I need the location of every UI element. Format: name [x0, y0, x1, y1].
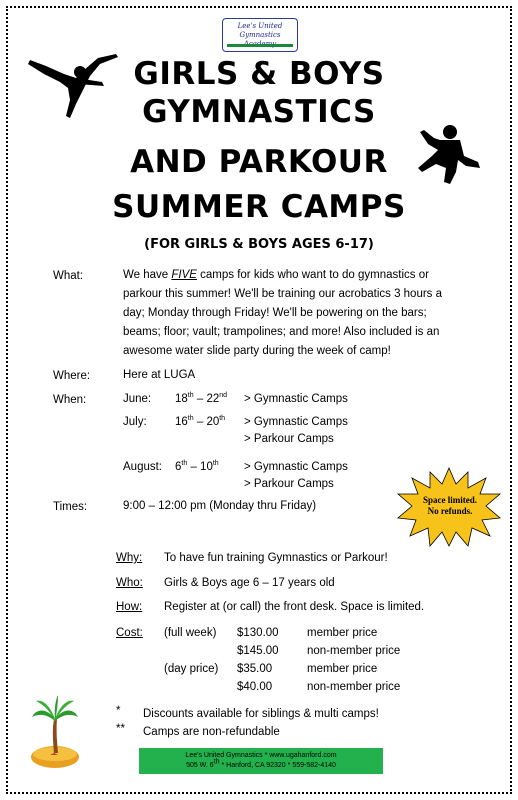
footer-line-2: [139, 758, 383, 771]
cost-period-1: (full week): [164, 627, 217, 639]
where-label: Where:: [53, 370, 91, 382]
cost-price-2: $145.00: [237, 645, 279, 657]
how-label: How:: [116, 601, 143, 613]
footer-address-post: * Hanford, CA 92320 * 559-582-4140: [219, 762, 336, 769]
where-value: Here at LUGA: [123, 369, 196, 381]
footer-line-1: Lee's United Gymnastics * www.ugahanford.com: [185, 752, 337, 759]
cost-type-4: non-member price: [307, 681, 401, 693]
cost-type-1: member price: [307, 627, 378, 639]
july-end-suffix: th: [219, 415, 226, 423]
what-line-4: beams; floor; vault; trampolines; and more! Also included is an: [123, 326, 440, 338]
cost-price-1: $130.00: [237, 627, 279, 639]
what-five-emphasis: FIVE: [171, 269, 197, 281]
june-start-day: 18: [175, 393, 188, 405]
july-dates: [175, 413, 225, 432]
logo-line-1: Lee's United Gymnastics: [237, 22, 283, 39]
title-line-3: AND PARKOUR: [130, 144, 388, 180]
title-line-2: GYMNASTICS: [142, 94, 376, 130]
july-date-sep: –: [193, 416, 207, 428]
title-line-1: GIRLS & BOYS: [133, 56, 385, 92]
what-line-1-pre: We have: [123, 269, 172, 281]
note-2-text: Camps are non-refundable: [143, 726, 280, 738]
july-start-day: 16: [175, 416, 188, 428]
who-label: Who:: [116, 577, 143, 589]
palm-tree-island-icon: [30, 693, 80, 769]
august-start-suffix: th: [181, 460, 188, 468]
june-start-suffix: th: [187, 392, 194, 400]
cost-type-2: non-member price: [307, 645, 401, 657]
august-end-day: 10: [200, 461, 213, 473]
cost-type-3: member price: [307, 663, 378, 675]
starburst-line-2: No refunds.: [427, 506, 473, 516]
june-camp-1: > Gymnastic Camps: [244, 393, 348, 405]
july-start-suffix: th: [187, 415, 194, 423]
what-line-2: parkour this summer! We'll be training our acrobatics 3 hours a: [123, 288, 443, 300]
august-month: August:: [123, 461, 162, 473]
times-label: Times:: [53, 501, 88, 513]
footer-address-pre: 505 W. 6: [186, 762, 214, 769]
july-camp-1: > Gymnastic Camps: [244, 416, 348, 428]
july-month: July:: [123, 416, 147, 428]
what-line-1-post: camps for kids who want to do gymnastics or: [196, 269, 429, 281]
starburst-line-1: Space limited.: [423, 495, 477, 505]
what-line-5: awesome water slide party during the week of camp!: [123, 345, 391, 357]
when-label: When:: [53, 394, 87, 406]
june-dates: [175, 390, 227, 409]
note-2-mark: **: [116, 723, 125, 735]
june-date-sep: –: [193, 393, 207, 405]
note-1-text: Discounts available for siblings & multi camps!: [143, 708, 379, 720]
july-camp-2: > Parkour Camps: [244, 433, 334, 445]
cost-price-3: $35.00: [237, 663, 273, 675]
note-1-mark: *: [116, 705, 121, 717]
august-camp-1: > Gymnastic Camps: [244, 461, 348, 473]
cost-label: Cost:: [116, 627, 143, 639]
why-label: Why:: [116, 552, 143, 564]
footer-contact-bar: [139, 748, 383, 774]
logo-green-bar: [227, 44, 293, 47]
cost-price-4: $40.00: [237, 681, 273, 693]
starburst-text: [412, 495, 488, 517]
what-label: What:: [53, 270, 84, 282]
cost-period-3: (day price): [164, 663, 219, 675]
july-end-day: 20: [206, 416, 220, 428]
august-date-sep: –: [187, 461, 201, 473]
who-value: Girls & Boys age 6 – 17 years old: [164, 577, 335, 589]
august-dates: [175, 458, 219, 477]
august-end-suffix: th: [212, 460, 219, 468]
luga-logo: [222, 18, 298, 52]
june-month: June:: [123, 393, 152, 405]
subtitle: (FOR GIRLS & BOYS AGES 6-17): [144, 237, 374, 252]
times-value: 9:00 – 12:00 pm (Monday thru Friday): [123, 500, 317, 512]
august-camp-2: > Parkour Camps: [244, 478, 334, 490]
august-start-day: 6: [175, 461, 182, 473]
why-value: To have fun training Gymnastics or Parkour!: [164, 552, 388, 564]
footer-address-sup: th: [213, 758, 220, 766]
june-end-day: 22: [206, 393, 220, 405]
how-value: Register at (or call) the front desk. Space is limited.: [164, 601, 425, 613]
what-line-3: day; Monday through Friday! We'll be powering on the bars;: [123, 307, 427, 319]
what-line-1: [123, 266, 429, 285]
title-line-4: SUMMER CAMPS: [112, 189, 406, 225]
june-end-suffix: nd: [219, 392, 228, 400]
